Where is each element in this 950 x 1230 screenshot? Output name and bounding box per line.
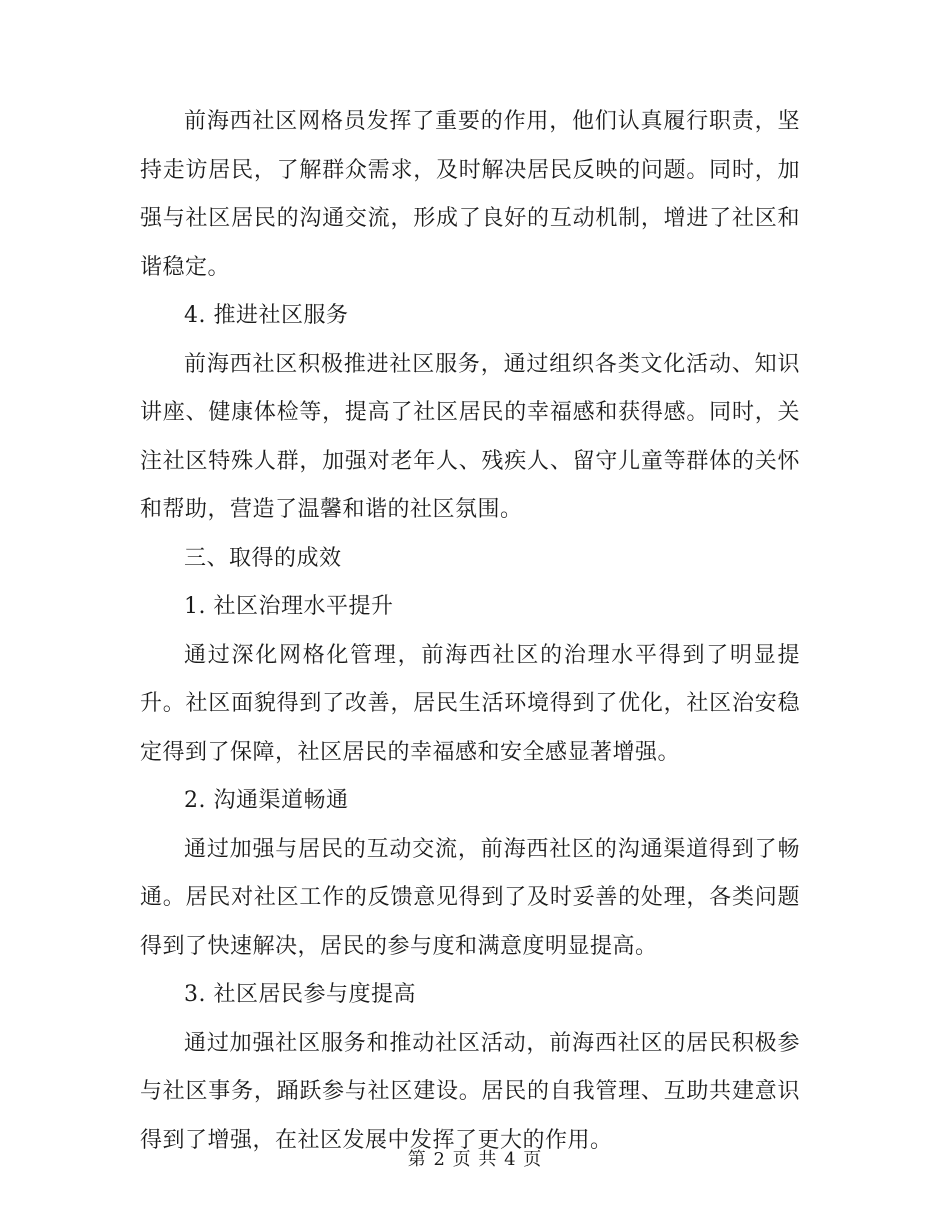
document-body — [140, 98, 800, 1165]
heading-achievements: 三、取得的成效 — [184, 545, 342, 571]
paragraph-participation: 通过加强社区服务和推动社区活动，前海西社区的居民积极参与社区事务，踊跃参与社区建设。居民的自我管理、互助共建意识得到了增强，在社区发展中发挥了更大的作用。 — [140, 1030, 800, 1153]
paragraph-governance: 通过深化网格化管理，前海西社区的治理水平得到了明显提升。社区面貌得到了改善，居民生活环境得到了优化，社区治安稳定得到了保障，社区居民的幸福感和安全感显著增强。 — [140, 642, 800, 765]
paragraph-grid-workers: 前海西社区网格员发挥了重要的作用，他们认真履行职责，坚持走访居民，了解群众需求，及时解决居民反映的问题。同时，加强与社区居民的沟通交流，形成了良好的互动机制，增进了社区和谐稳定。 — [140, 109, 800, 280]
heading-participation: 3. 社区居民参与度提高 — [184, 982, 416, 1007]
page-number-footer: 第 2 页 共 4 页 — [407, 1149, 543, 1170]
heading-community-service: 4. 推进社区服务 — [184, 303, 349, 328]
heading-communication: 2. 沟通渠道畅通 — [184, 788, 349, 813]
paragraph-communication: 通过加强与居民的互动交流，前海西社区的沟通渠道得到了畅通。居民对社区工作的反馈意见得到了及时妥善的处理，各类问题得到了快速解决，居民的参与度和满意度明显提高。 — [140, 836, 800, 959]
heading-governance: 1. 社区治理水平提升 — [184, 594, 394, 619]
paragraph-community-service: 前海西社区积极推进社区服务，通过组织各类文化活动、知识讲座、健康体检等，提高了社区居民的幸福感和获得感。同时，关注社区特殊人群，加强对老年人、残疾人、留守儿童等群体的关怀和帮助，营造了温馨和谐的社区氛围。 — [140, 351, 800, 522]
